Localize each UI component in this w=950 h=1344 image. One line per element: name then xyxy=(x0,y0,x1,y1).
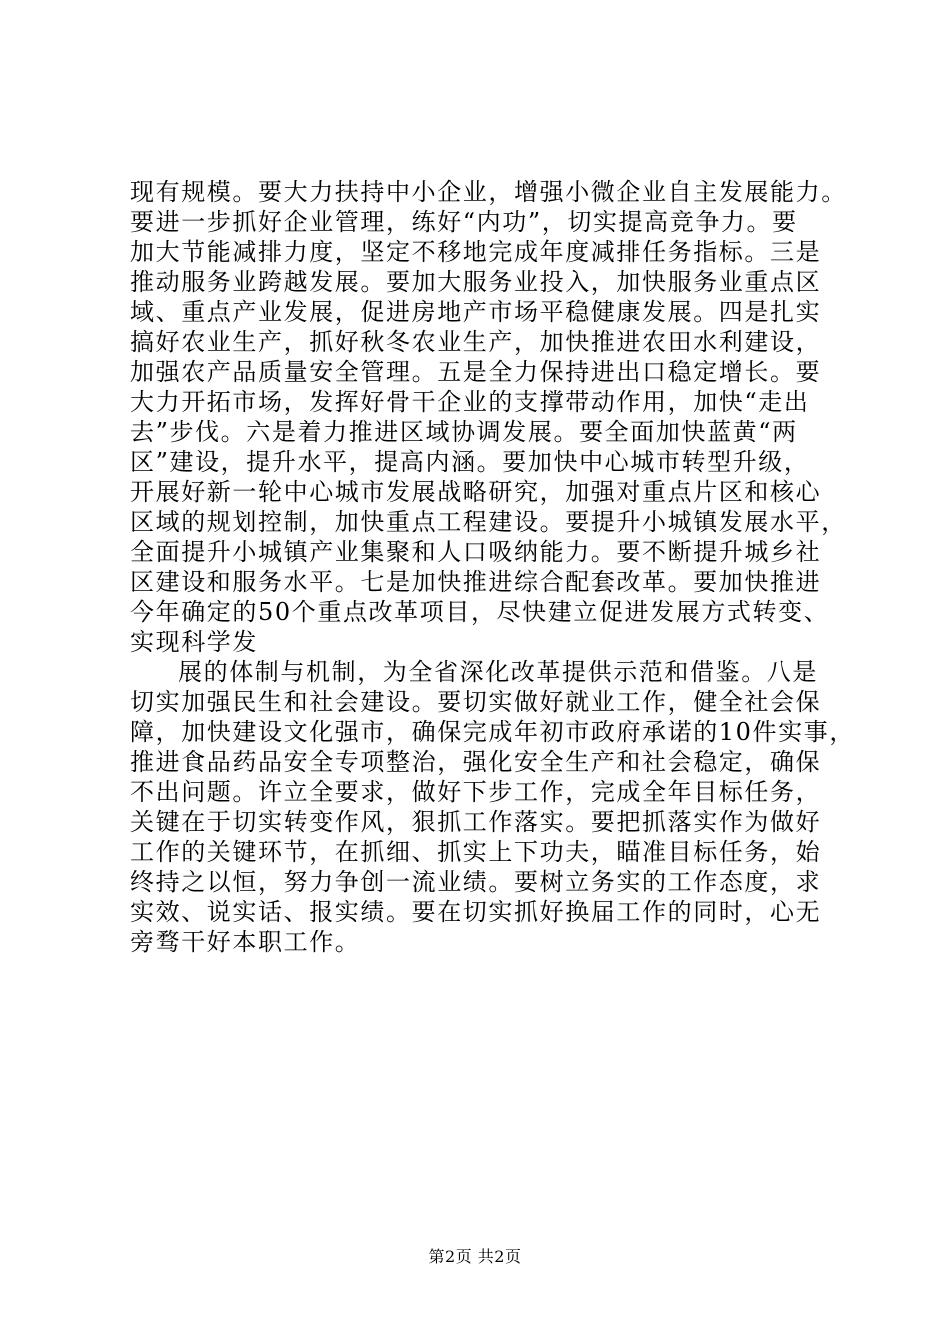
text-line: 全面提升小城镇产业集聚和人口吸纳能力。要不断提升城乡社 xyxy=(130,538,822,566)
text-line: 区建设和服务水平。七是加快推进综合配套改革。要加快推进 xyxy=(130,568,822,596)
text-line: 推进食品药品安全专项整治，强化安全生产和社会稳定，确保 xyxy=(130,748,822,776)
page-footer xyxy=(0,1247,950,1267)
text-line: 切实加强民生和社会建设。要切实做好就业工作，健全社会保 xyxy=(130,688,822,716)
body-text xyxy=(130,177,855,957)
text-line: 大力开拓市场，发挥好骨干企业的支撑带动作用，加快“走出 xyxy=(130,388,810,416)
text-line: 不出问题。许立全要求，做好下步工作，完成全年目标任务， xyxy=(130,778,822,806)
text-line: 域、重点产业发展，促进房地产市场平稳健康发展。四是扎实 xyxy=(130,298,822,326)
text-line: 关键在于切实转变作风，狠抓工作落实。要把抓落实作为做好 xyxy=(130,808,822,836)
text-line: 终持之以恒，努力争创一流业绩。要树立务实的工作态度，求 xyxy=(130,868,822,896)
text-line: 区域的规划控制，加快重点工程建设。要提升小城镇发展水平， xyxy=(130,508,847,536)
text-line: 工作的关键环节，在抓细、抓实上下功夫，瞄准目标任务，始 xyxy=(130,838,822,866)
text-line: 开展好新一轮中心城市发展战略研究，加强对重点片区和核心 xyxy=(130,478,822,506)
text-line: 实现科学发 xyxy=(130,628,258,656)
paragraph-first-line: 展的体制与机制，为全省深化改革提供示范和借鉴。八是 xyxy=(178,658,818,686)
text-line: 去”步伐。六是着力推进区域协调发展。要全面加快蓝黄“两 xyxy=(130,418,798,446)
page-number: 第2页 共2页 xyxy=(428,1247,522,1266)
text-line: 加强农产品质量安全管理。五是全力保持进出口稳定增长。要 xyxy=(130,358,822,386)
text-line: 障，加快建设文化强市，确保完成年初市政府承诺的10件实事， xyxy=(130,718,855,746)
text-line: 实效、说实话、报实绩。要在切实抓好换届工作的同时，心无 xyxy=(130,898,822,926)
text-line: 推动服务业跨越发展。要加大服务业投入，加快服务业重点区 xyxy=(130,268,822,296)
text-line: 区”建设，提升水平，提高内涵。要加快中心城市转型升级， xyxy=(130,448,810,476)
text-line: 今年确定的50个重点改革项目，尽快建立促进发展方式转变、 xyxy=(130,598,830,626)
text-line: 现有规模。要大力扶持中小企业，增强小微企业自主发展能力。 xyxy=(130,178,847,206)
text-line: 要进一步抓好企业管理，练好“内功”，切实提高竞争力。要 xyxy=(130,208,798,236)
text-line: 旁骛干好本职工作。 xyxy=(130,928,361,956)
text-line: 加大节能减排力度，坚定不移地完成年度减排任务指标。三是 xyxy=(130,238,822,266)
text-line: 搞好农业生产，抓好秋冬农业生产，加快推进农田水利建设， xyxy=(130,328,822,356)
